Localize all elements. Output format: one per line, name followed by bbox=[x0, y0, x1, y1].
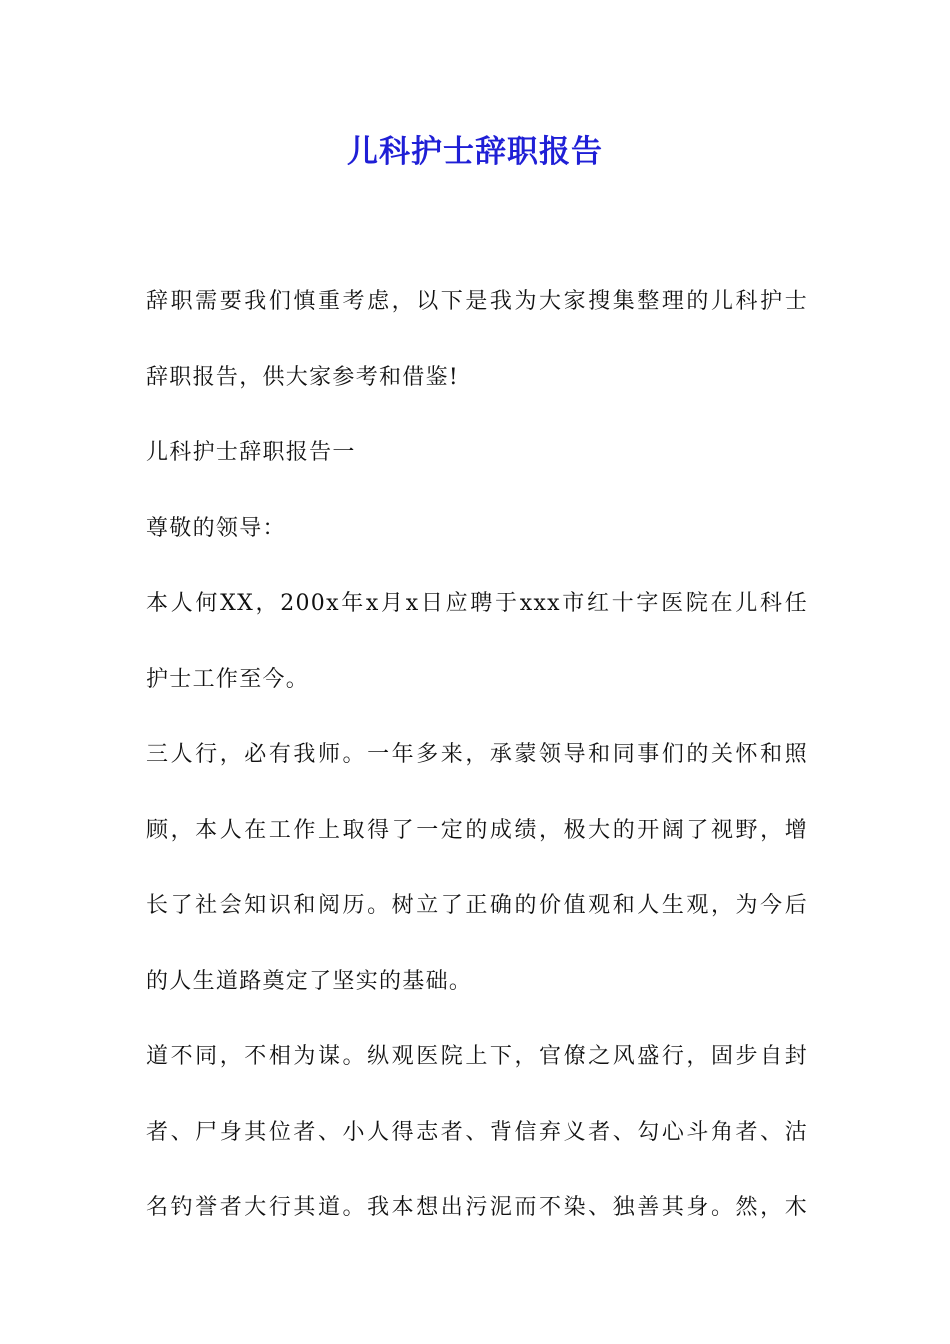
paragraph-line: 辞职需要我们慎重考虑，以下是我为大家搜集整理的儿科护士 bbox=[146, 289, 808, 314]
paragraph-line: 本人何XX，200x年x月x日应聘于xxx市红十字医院在儿科任 bbox=[146, 591, 808, 616]
section-heading: 儿科护士辞职报告一 bbox=[146, 440, 356, 465]
paragraph-line: 护士工作至今。 bbox=[146, 666, 310, 692]
paragraph-line: 三人行，必有我师。一年多来，承蒙领导和同事们的关怀和照 bbox=[146, 742, 808, 767]
paragraph-line: 者、尸身其位者、小人得志者、背信弃义者、勾心斗角者、沽 bbox=[146, 1119, 808, 1145]
salutation: 尊敬的领导： bbox=[146, 515, 286, 541]
document-title: 儿科护士辞职报告 bbox=[347, 134, 603, 170]
paragraph-line: 名钓誉者大行其道。我本想出污泥而不染、独善其身。然，木 bbox=[146, 1195, 808, 1220]
paragraph-line: 辞职报告，供大家参考和借鉴! bbox=[146, 364, 460, 390]
paragraph-line: 顾，本人在工作上取得了一定的成绩，极大的开阔了视野，增 bbox=[146, 817, 808, 843]
paragraph-line: 长了社会知识和阅历。树立了正确的价值观和人生观，为今后 bbox=[146, 893, 808, 918]
document-body bbox=[146, 264, 808, 1246]
paragraph-line: 道不同，不相为谋。纵观医院上下，官僚之风盛行，固步自封 bbox=[146, 1044, 808, 1069]
paragraph-line: 的人生道路奠定了坚实的基础。 bbox=[146, 968, 473, 994]
